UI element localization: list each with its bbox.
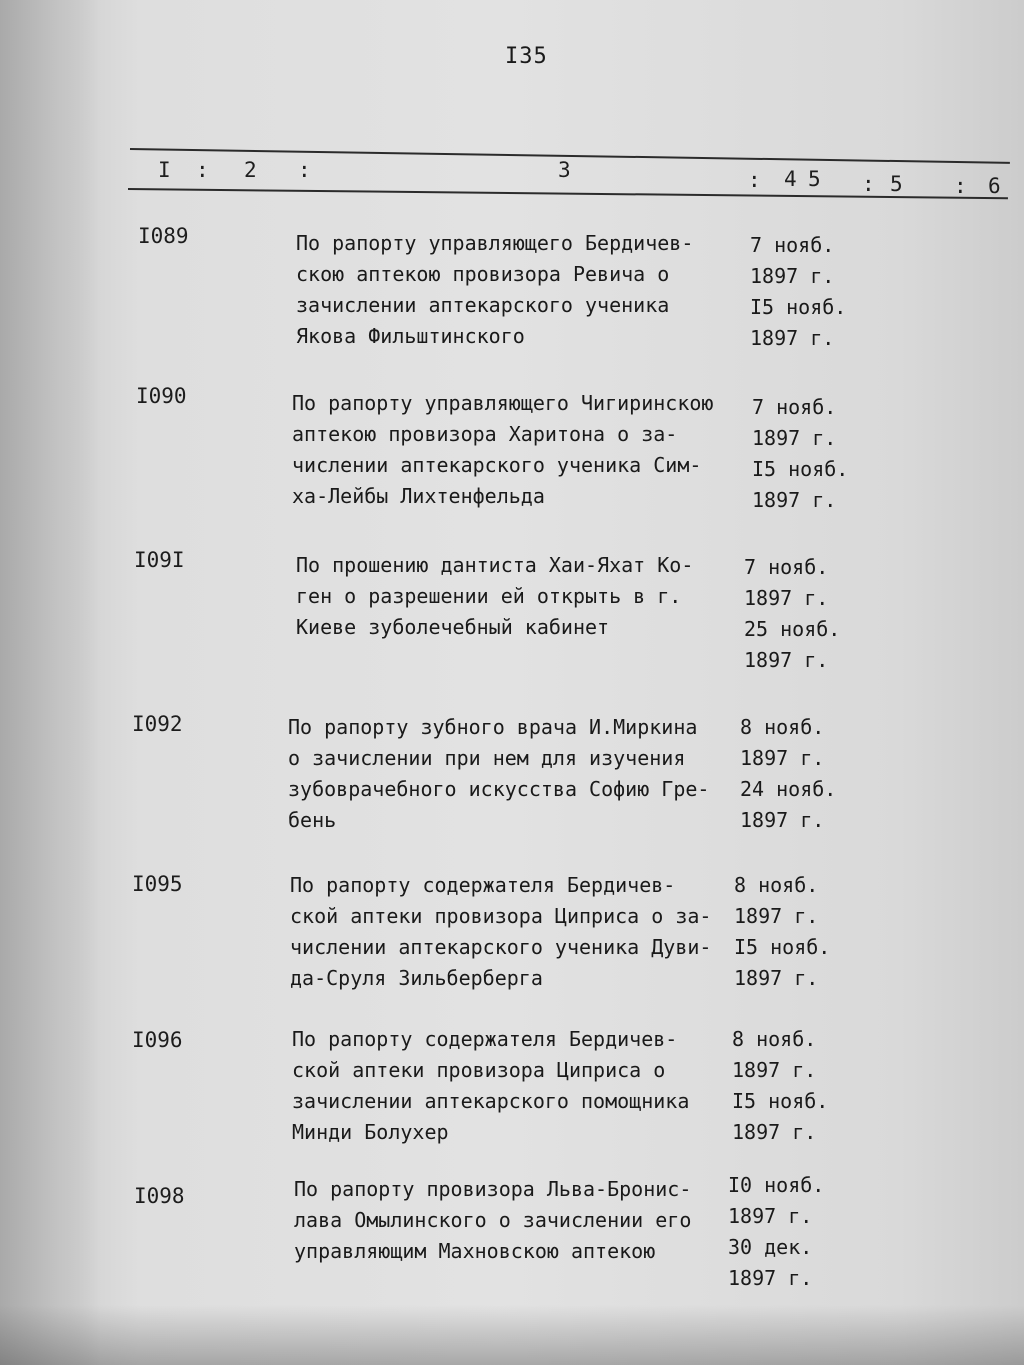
column-header-3: 3 (558, 158, 571, 182)
entry-text-line: скою аптекою провизора Ревича о (296, 262, 670, 286)
entry-date-start: 7 нояб. (750, 233, 835, 257)
entry-date-start-year: 1897 г. (732, 1058, 817, 1082)
entry-text-line: числении аптекарского ученика Дуви- (290, 935, 712, 959)
entry-date-end-year: 1897 г. (752, 488, 837, 512)
entry-date-end: I5 нояб. (750, 295, 847, 319)
entry-date-end: I5 нояб. (732, 1089, 829, 1113)
column-header-1: I (158, 158, 171, 182)
entry-date-start: 8 нояб. (734, 873, 819, 897)
entry-description (296, 228, 756, 352)
entry-text-line: По рапорту управляющего Бердичев- (296, 231, 694, 255)
column-separator: : (862, 172, 875, 196)
entry-text-line: Якова Фильштинского (296, 324, 525, 348)
column-header-5a: 5 (808, 167, 821, 191)
entry-dates (728, 1170, 858, 1294)
entry-date-end: I5 нояб. (734, 935, 831, 959)
entry-text-line: ской аптеки провизора Циприса о (292, 1058, 666, 1082)
entry-dates (740, 712, 870, 836)
entry-date-end: 25 нояб. (744, 617, 841, 641)
entry-date-end: 30 дек. (728, 1235, 813, 1259)
column-separator: : (298, 158, 311, 182)
entry-date-start: 7 нояб. (744, 555, 829, 579)
column-header-4: 4 (784, 167, 797, 191)
entry-description (288, 712, 748, 836)
page-bottom-shadow (0, 1305, 1024, 1365)
entry-number: I096 (132, 1028, 183, 1052)
page-number: I35 (505, 44, 548, 69)
entry-text-line: бень (288, 808, 337, 832)
entry-text-line: зачислении аптекарского ученика (296, 293, 670, 317)
entry-text-line: зачислении аптекарского помощника (292, 1089, 690, 1113)
column-header-6: 6 (988, 174, 1001, 198)
entry-text-line: ской аптеки провизора Циприса о за- (290, 904, 712, 928)
entry-text-line: ген о разрешении ей открыть в г. (296, 584, 682, 608)
entry-dates (732, 1024, 862, 1148)
column-header-2: 2 (244, 158, 257, 182)
column-separator: : (748, 168, 761, 192)
header-rule-bottom (128, 188, 1008, 199)
column-separator: : (954, 174, 967, 198)
book-spine-shadow (0, 0, 100, 1365)
entry-text-line: зубоврачебного искусства Софию Гре- (288, 777, 710, 801)
entry-date-start: 8 нояб. (740, 715, 825, 739)
entry-dates (744, 552, 874, 676)
entry-text-line: аптекою провизора Харитона о за- (292, 422, 678, 446)
entry-dates (734, 870, 864, 994)
entry-date-end: I5 нояб. (752, 457, 849, 481)
entry-date-start-year: 1897 г. (734, 904, 819, 928)
entry-date-start: 7 нояб. (752, 395, 837, 419)
entry-text-line: да-Сруля Зильберберга (290, 966, 543, 990)
entry-date-end: 24 нояб. (740, 777, 837, 801)
entry-text-line: По прошению дантиста Хаи-Яхат Ко- (296, 553, 694, 577)
entry-date-start-year: 1897 г. (744, 586, 829, 610)
entry-text-line: По рапорту содержателя Бердичев- (290, 873, 676, 897)
entry-date-end-year: 1897 г. (728, 1266, 813, 1290)
entry-number: I098 (134, 1184, 185, 1208)
entry-text-line: Киеве зуболечебный кабинет (296, 615, 610, 639)
entry-text-line: По рапорту управляющего Чигиринскою (292, 391, 714, 415)
entry-number: I09I (134, 548, 185, 572)
entry-dates (750, 230, 880, 354)
entry-text-line: По рапорту зубного врача И.Миркина (288, 715, 698, 739)
entry-text-line: числении аптекарского ученика Сим- (292, 453, 702, 477)
entry-date-end-year: 1897 г. (740, 808, 825, 832)
entry-date-start: 8 нояб. (732, 1027, 817, 1051)
entry-description (296, 550, 756, 643)
entry-text-line: По рапорту содержателя Бердичев- (292, 1027, 678, 1051)
entry-date-end-year: 1897 г. (732, 1120, 817, 1144)
entry-text-line: ха-Лейбы Лихтенфельда (292, 484, 545, 508)
column-separator: : (196, 158, 209, 182)
entry-text-line: управляющим Махновскою аптекою (294, 1239, 656, 1263)
entry-date-start-year: 1897 г. (752, 426, 837, 450)
entry-date-start-year: 1897 г. (728, 1204, 813, 1228)
entry-number: I090 (136, 384, 187, 408)
entry-text-line: лава Омылинского о зачислении его (294, 1208, 692, 1232)
entry-date-end-year: 1897 г. (734, 966, 819, 990)
entry-description (292, 388, 752, 512)
column-header-5: 5 (890, 172, 903, 196)
entry-description (290, 870, 750, 994)
entry-text-line: Минди Болухер (292, 1120, 449, 1144)
entry-number: I095 (132, 872, 183, 896)
entry-number: I089 (138, 224, 189, 248)
entry-date-end-year: 1897 г. (744, 648, 829, 672)
entry-date-start-year: 1897 г. (740, 746, 825, 770)
entry-description (292, 1024, 752, 1148)
entry-number: I092 (132, 712, 183, 736)
entry-text-line: По рапорту провизора Льва-Бронис- (294, 1177, 692, 1201)
entry-dates (752, 392, 882, 516)
entry-date-end-year: 1897 г. (750, 326, 835, 350)
entry-date-start: I0 нояб. (728, 1173, 825, 1197)
entry-text-line: о зачислении при нем для изучения (288, 746, 686, 770)
entry-description (294, 1174, 754, 1267)
entry-date-start-year: 1897 г. (750, 264, 835, 288)
